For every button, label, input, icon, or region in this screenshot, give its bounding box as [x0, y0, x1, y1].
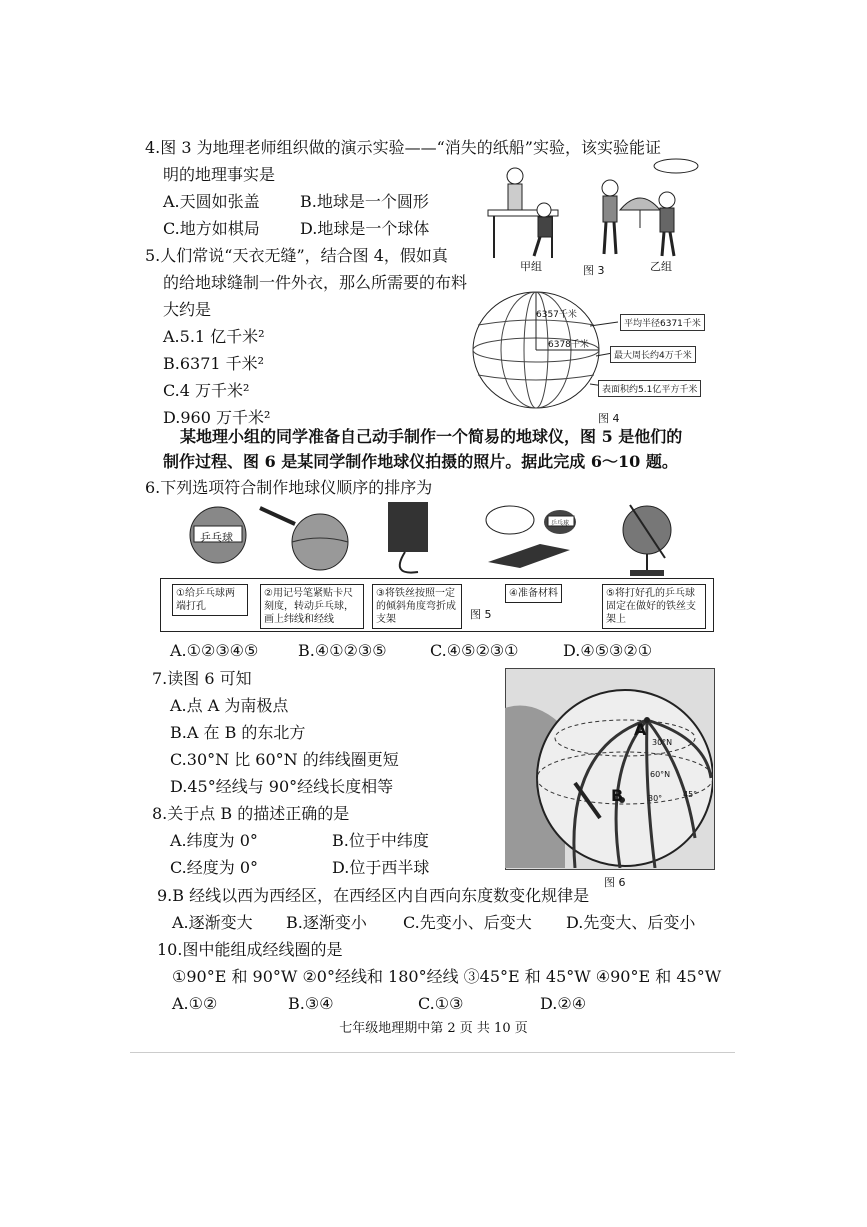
figure-4-label-circumference: 最大周长约4万千米 [610, 346, 696, 363]
figure-5-step-images [160, 500, 700, 580]
q9-option-d: D.先变大、后变小 [566, 913, 696, 932]
q5-stem-line3: 大约是 [163, 300, 212, 319]
q8-option-d: D.位于西半球 [332, 858, 430, 877]
figure-5-step-2: ②用记号笔紧贴卡尺刻度，转动乒乓球，画上纬线和经线 [260, 584, 364, 629]
page-footer: 七年级地理期中第 2 页 共 10 页 [339, 1021, 528, 1036]
figure-6-mark-60n: 60°N [650, 770, 671, 779]
figure-4-equatorial-radius: 6378千米 [548, 340, 589, 350]
q5-option-d: D.960 万千米² [163, 408, 271, 427]
q4-option-a: A.天圆如张盖 [163, 192, 260, 211]
q10-statements: ①90°E 和 90°W ②0°经线和 180°经线 ③45°E 和 45°W ④90°E 和 45°W [172, 967, 722, 986]
figure-4-label-surface-area: 表面积约5.1亿平方千米 [598, 380, 701, 397]
q8-option-a: A.纬度为 0° [170, 831, 258, 850]
figure-6-point-a: A [634, 720, 647, 739]
q4-option-c: C.地方如棋局 [163, 219, 260, 238]
figure-6-caption: 图 6 [604, 876, 626, 889]
figure-3-group-2: 乙组 [650, 260, 672, 273]
figure-5-step-3: ③将铁丝按照一定的倾斜角度弯折成支架 [372, 584, 462, 629]
figure-5-caption: 图 5 [470, 608, 492, 621]
figure-5-step-1: ①给乒乓球两端打孔 [172, 584, 248, 616]
q4-stem-line1: 4.图 3 为地理老师组织做的演示实验——“消失的纸船”实验，该实验能证 [145, 138, 661, 157]
figure-6-mark-45: 45° [683, 790, 698, 799]
q6-option-d: D.④⑤③②① [563, 641, 653, 660]
q9-stem: 9.B 经线以西为西经区，在西经区内自西向东度数变化规律是 [157, 886, 590, 905]
q9-option-a: A.逐渐变大 [172, 913, 253, 932]
q9-option-b: B.逐渐变小 [286, 913, 367, 932]
q5-option-b: B.6371 千米² [163, 354, 265, 373]
q9-option-c: C.先变小、后变大 [403, 913, 532, 932]
q8-stem: 8.关于点 B 的描述正确的是 [152, 804, 350, 823]
figure-4-caption: 图 4 [598, 412, 620, 425]
q8-option-c: C.经度为 0° [170, 858, 259, 877]
q5-stem-line2: 的给地球缝制一件外衣，那么所需要的布料 [163, 273, 468, 292]
figure-5-ball-label-small: 乒乓球 [551, 520, 570, 527]
q10-option-a: A.①② [172, 994, 218, 1013]
q6-stem: 6.下列选项符合制作地球仪顺序的排序为 [145, 478, 433, 497]
figure-4-polar-radius: 6357千米 [536, 310, 577, 320]
q6-option-c: C.④⑤②③① [430, 641, 519, 660]
q8-option-b: B.位于中纬度 [332, 831, 429, 850]
q7-option-c: C.30°N 比 60°N 的纬线圈更短 [170, 750, 399, 769]
figure-5-step-4: ④准备材料 [505, 584, 562, 603]
q6-option-a: A.①②③④⑤ [170, 641, 259, 660]
q4-stem-line2: 明的地理事实是 [163, 165, 276, 184]
figure-5-step-5: ⑤将打好孔的乒乓球固定在做好的铁丝支架上 [602, 584, 706, 629]
q6-option-b: B.④①②③⑤ [298, 641, 387, 660]
q7-option-b: B.A 在 B 的东北方 [170, 723, 306, 742]
page-bottom-rule [130, 1052, 735, 1053]
figure-3-caption: 图 3 [583, 264, 605, 277]
figure-6-mark-30n: 30°N [652, 738, 673, 747]
figure-6-globe [505, 668, 713, 868]
figure-6-point-b: B [611, 786, 624, 805]
intro-line1: 某地理小组的同学准备自己动手制作一个简易的地球仪，图 5 是他们的 [180, 427, 683, 446]
figure-3-illustration [480, 158, 700, 268]
q5-option-a: A.5.1 亿千米² [163, 327, 265, 346]
q10-option-b: B.③④ [288, 994, 334, 1013]
q10-stem: 10.图中能组成经线圈的是 [157, 940, 343, 959]
q5-stem-line1: 5.人们常说“天衣无缝”，结合图 4，假如真 [145, 246, 448, 265]
q10-option-c: C.①③ [418, 994, 464, 1013]
q10-option-d: D.②④ [540, 994, 587, 1013]
q7-stem: 7.读图 6 可知 [152, 669, 252, 688]
q4-option-d: D.地球是一个球体 [300, 219, 430, 238]
figure-6-mark-30: 30° [648, 794, 663, 803]
figure-4-label-radius: 平均半径6371千米 [620, 314, 705, 331]
q4-option-b: B.地球是一个圆形 [300, 192, 429, 211]
figure-3-group-1: 甲组 [520, 260, 542, 273]
figure-5-ball-label: 乒乓球 [200, 531, 233, 544]
intro-line2: 制作过程、图 6 是某同学制作地球仪拍摄的照片。据此完成 6～10 题。 [163, 452, 678, 471]
q5-option-c: C.4 万千米² [163, 381, 250, 400]
q7-option-d: D.45°经线与 90°经线长度相等 [170, 777, 394, 796]
q7-option-a: A.点 A 为南极点 [170, 696, 289, 715]
